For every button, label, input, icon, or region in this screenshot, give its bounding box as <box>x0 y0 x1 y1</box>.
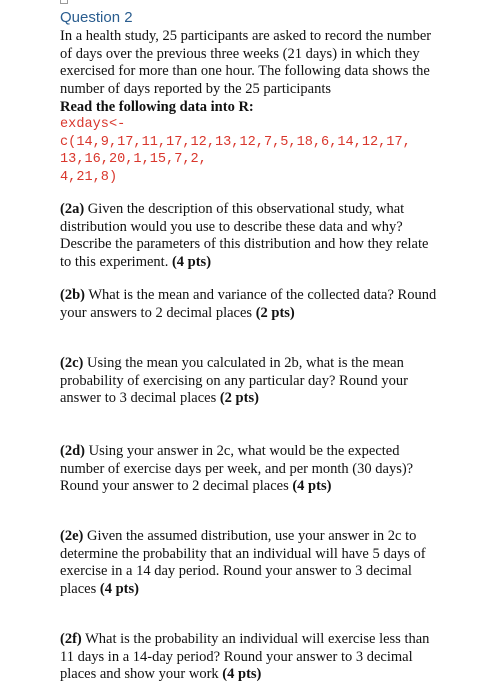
part-points: (2 pts) <box>255 304 295 321</box>
corner-mark-icon <box>60 0 68 4</box>
part-line: distribution would you use to describe these data and why? <box>60 218 403 235</box>
part-text: your answers to 2 decimal places <box>60 304 256 321</box>
part-text: Given the assumed distribution, use your answer in 2c to <box>83 528 417 544</box>
part-points: (2 pts) <box>219 390 259 406</box>
part-line <box>60 443 460 461</box>
part-label: (2c) <box>60 355 84 371</box>
question-intro <box>60 28 450 98</box>
part-line <box>60 355 460 373</box>
code-line: 13,16,20,1,15,7,2, <box>60 152 207 167</box>
intro-line: In a health study, 25 participants are asked to record the number <box>60 28 432 44</box>
part-label: (2b) <box>60 287 85 303</box>
part-label: (2d) <box>60 443 85 459</box>
part-line <box>60 390 460 408</box>
part-2b <box>60 287 460 322</box>
part-line: probability of exercising on any particular day? Round your <box>60 372 408 389</box>
part-text: Given the description of this observational study, what <box>84 201 405 217</box>
part-points: (4 pts) <box>171 253 212 270</box>
part-line: number of exercise days per week, and per month (30 days)? <box>60 460 414 477</box>
part-line <box>60 581 460 599</box>
part-label: (2e) <box>60 528 84 544</box>
part-2a <box>60 201 460 271</box>
part-line: 11 days in a 14-day period? Round your answer to 3 decimal <box>60 648 413 665</box>
part-line: determine the probability that an individual will have 5 days of <box>60 545 426 562</box>
code-line: exdays<- <box>60 117 126 132</box>
part-points: (4 pts) <box>99 580 139 597</box>
part-line <box>60 201 460 219</box>
part-line <box>60 666 460 684</box>
r-code-block <box>60 116 411 186</box>
code-line: c(14,9,17,11,17,12,13,12,7,5,18,6,14,12,17, <box>60 134 411 150</box>
part-line <box>60 631 460 649</box>
part-text: to this experiment. <box>60 253 172 270</box>
part-text: What is the mean and variance of the collected data? Round <box>84 287 437 303</box>
part-line <box>60 478 460 496</box>
part-line: exercise in a 14 day period. Round your answer to 3 decimal <box>60 563 412 579</box>
part-text: Using the mean you calculated in 2b, what is the mean <box>83 355 404 371</box>
part-2d <box>60 443 460 496</box>
part-points: (4 pts) <box>292 478 332 494</box>
part-line <box>60 528 460 546</box>
part-text: Using your answer in 2c, what would be the expected <box>84 443 400 459</box>
part-2f <box>60 631 460 684</box>
part-text: What is the probability an individual will exercise less than <box>81 631 430 647</box>
part-line <box>60 287 460 305</box>
code-line: 4,21,8) <box>60 169 118 185</box>
part-2c <box>60 355 460 408</box>
part-text: places and show your work <box>60 666 223 682</box>
read-data-heading: Read the following data into R: <box>60 99 254 115</box>
part-label: (2f) <box>60 631 82 647</box>
part-line <box>60 305 460 323</box>
part-text: places <box>60 580 100 597</box>
part-text: Round your answer to 2 decimal places <box>60 478 293 494</box>
part-label: (2a) <box>60 201 85 217</box>
part-line: Describe the parameters of this distribution and how they relate <box>60 236 429 252</box>
part-points: (4 pts) <box>222 666 262 682</box>
intro-line: of days over the previous three weeks (21 days) in which they <box>60 45 420 62</box>
question-title: Question 2 <box>60 9 133 26</box>
part-line <box>60 254 460 272</box>
part-2e <box>60 528 460 598</box>
intro-line: exercised for more than one hour. The following data shows the <box>60 63 430 79</box>
intro-line: number of days reported by the 25 participants <box>60 80 331 97</box>
part-text: answer to 3 decimal places <box>60 390 220 406</box>
